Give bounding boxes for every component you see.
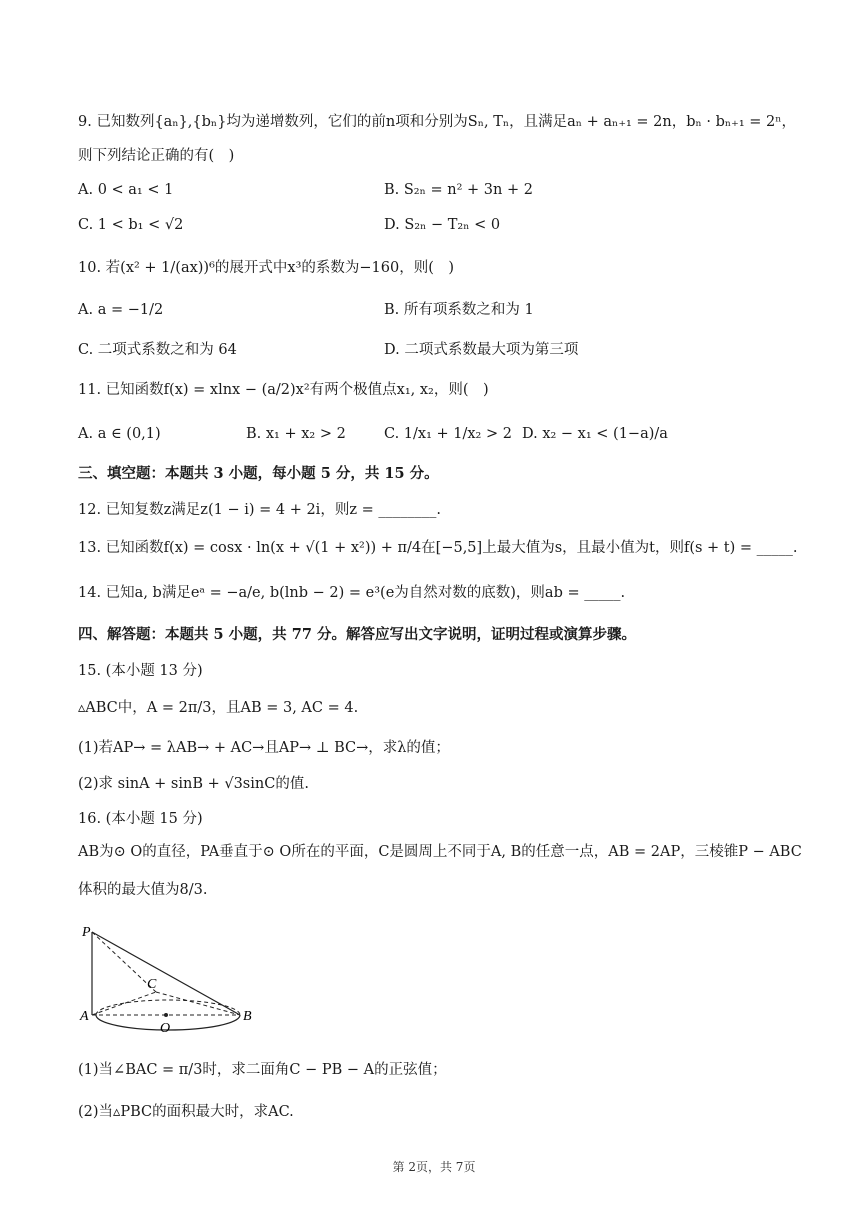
q9-option-a: A. 0 < a₁ < 1 (78, 182, 174, 198)
q12: 12. 已知复数z满足z(1 − i) = 4 + 2i，则z = ________. (78, 502, 441, 518)
q16-part1: (1)当∠BAC = π/3时，求二面角C − PB − A的正弦值； (78, 1062, 447, 1078)
q16-part2: (2)当▵PBC的面积最大时，求AC. (78, 1104, 294, 1120)
label-p: P (82, 925, 91, 940)
q10-stem: 10. 若(x² + 1/(ax))⁶的展开式中x³的系数为−160，则( ) (78, 260, 455, 276)
q11-option-c: C. 1/x₁ + 1/x₂ > 2 (384, 426, 512, 442)
q15-part2: (2)求 sinA + sinB + √3sinC的值. (78, 776, 309, 792)
q16-head: 16. (本小题 15 分) (78, 811, 203, 827)
section-4-heading: 四、解答题：本题共 5 小题，共 77 分。解答应写出文字说明，证明过程或演算步骤。 (78, 626, 636, 643)
q15-part1: (1)若AP→ = λAB→ + AC→且AP→ ⊥ BC→，求λ的值； (78, 740, 450, 756)
q10-option-d: D. 二项式系数最大项为第三项 (384, 342, 579, 358)
q16-stem-line1: AB为⊙ O的直径，PA垂直于⊙ O所在的平面，C是圆周上不同于A, B的任意一点，AB = 2AP，三棱锥P − ABC (78, 844, 802, 860)
q9-stem-line2: 则下列结论正确的有( ) (78, 148, 235, 164)
q9-option-d: D. S₂ₙ − T₂ₙ < 0 (384, 217, 501, 233)
label-b: B (243, 1009, 252, 1024)
q9-stem-line1: 9. 已知数列{aₙ},{bₙ}均为递增数列，它们的前n项和分别为Sₙ, Tₙ，且满足aₙ + aₙ₊₁ = 2n，bₙ · bₙ₊₁ = 2ⁿ， (78, 114, 797, 130)
q10-option-a: A. a = −1/2 (78, 302, 164, 318)
section-3-heading: 三、填空题：本题共 3 小题，每小题 5 分，共 15 分。 (78, 465, 439, 482)
pyramid-diagram (78, 922, 268, 1042)
q11-option-b: B. x₁ + x₂ > 2 (246, 426, 346, 442)
page-footer: 第 2页，共 7页 (392, 1160, 476, 1174)
q14: 14. 已知a, b满足eᵃ = −a/e, b(lnb − 2) = e³(e为自然对数的底数)，则ab = _____. (78, 585, 626, 601)
q15-head: 15. (本小题 13 分) (78, 663, 203, 679)
q10-option-c: C. 二项式系数之和为 64 (78, 342, 237, 358)
q9-option-b: B. S₂ₙ = n² + 3n + 2 (384, 182, 533, 198)
q9-option-c: C. 1 < b₁ < √2 (78, 217, 184, 233)
label-o: O (160, 1021, 171, 1036)
q16-stem-line2: 体积的最大值为8/3. (78, 882, 208, 898)
label-a: A (80, 1009, 89, 1024)
q11-option-a: A. a ∈ (0,1) (78, 426, 161, 442)
label-c: C (147, 977, 157, 992)
q10-option-b: B. 所有项系数之和为 1 (384, 302, 534, 318)
q15-stem: ▵ABC中，A = 2π/3，且AB = 3, AC = 4. (78, 700, 359, 716)
q13: 13. 已知函数f(x) = cosx · ln(x + √(1 + x²)) + π/4在[−5,5]上最大值为s，且最小值为t，则f(s + t) = _____. (78, 540, 798, 556)
q11-stem: 11. 已知函数f(x) = xlnx − (a/2)x²有两个极值点x₁, x₂，则( ) (78, 382, 489, 398)
q11-option-d: D. x₂ − x₁ < (1−a)/a (522, 426, 668, 442)
